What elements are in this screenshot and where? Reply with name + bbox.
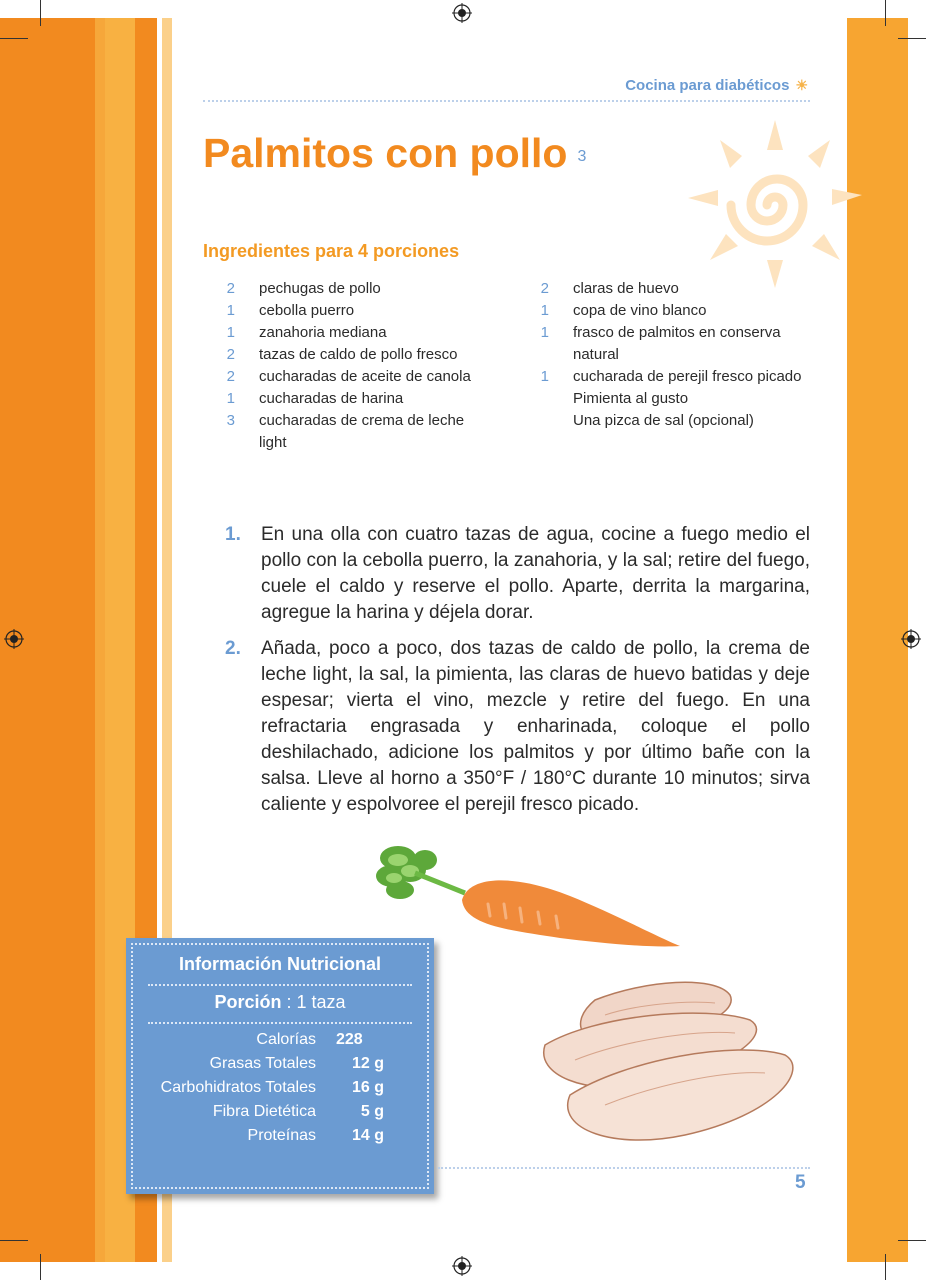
ingredient-item [203, 278, 493, 300]
ingredient-name: cucharadas de crema de leche light [259, 412, 465, 451]
ingredient-qty [517, 410, 573, 432]
nutrition-label: Grasas Totales [209, 1055, 316, 1072]
ingredient-name: Una pizca de sal (opcional) [573, 412, 754, 429]
ingredient-qty [517, 388, 573, 410]
registration-mark-icon [4, 629, 24, 649]
ingredient-qty: 1 [540, 302, 549, 319]
nutrition-value: 16 g [351, 1079, 384, 1096]
footer-divider [438, 1167, 810, 1169]
crop-mark [885, 0, 886, 26]
crop-mark [898, 38, 926, 39]
left-stripe-2 [95, 18, 105, 1262]
nutrition-value: 12 g [351, 1055, 384, 1072]
nutrition-row [126, 1100, 434, 1124]
ingredient-item [517, 300, 817, 322]
nutrition-box [126, 938, 434, 1194]
nutrition-row [126, 1076, 434, 1100]
nutrition-row [126, 1124, 434, 1148]
ingredient-item [517, 278, 817, 300]
registration-mark-icon [901, 629, 921, 649]
portion-value: : 1 taza [281, 992, 346, 1012]
ingredient-item [517, 388, 817, 410]
ingredient-name: cucharadas de aceite de canola [259, 368, 471, 385]
ingredient-item [203, 322, 493, 344]
ingredient-name: cucharadas de harina [259, 390, 404, 407]
ingredient-name: Pimienta al gusto [573, 390, 689, 407]
ingredient-qty: 3 [226, 412, 235, 429]
crop-mark [40, 1254, 41, 1280]
ingredient-qty: 2 [226, 280, 235, 297]
step-item [225, 522, 810, 626]
ingredient-item [203, 388, 493, 410]
step-text: Añada, poco a poco, dos tazas de caldo de pollo, la crema de leche light, la sal, la pimienta, las claras de huevo batidas y deje espesar; vierta el vino, mezcle y retire del fuego. En una refractaria engrasada y enharinada, coloque el pollo deshilachado, adicione los palmitos y por último bañe con la salsa. Lleve al horno a 350°F / 180°C durante 10 minutos; sirva caliente y espolvoree el perejil fresco picado. [261, 638, 810, 815]
step-number: 2. [225, 638, 241, 659]
ingredient-name: cebolla puerro [259, 302, 355, 319]
crop-mark [898, 1240, 926, 1241]
crop-mark [40, 0, 41, 26]
ingredient-item [203, 300, 493, 322]
preparation-steps [225, 522, 810, 828]
ingredient-item [517, 322, 817, 366]
ingredient-qty: 1 [226, 324, 235, 341]
sun-icon: ☀ [795, 77, 808, 93]
recipe-title [203, 130, 586, 177]
nutrition-divider [148, 984, 412, 986]
nutrition-label: Fibra Dietética [212, 1103, 316, 1120]
nutrition-row [126, 1028, 434, 1052]
ingredient-name: frasco de palmitos en conserva natural [573, 324, 781, 363]
ingredient-qty: 1 [226, 302, 235, 319]
ingredient-name: pechugas de pollo [259, 280, 381, 297]
ingredient-qty: 1 [540, 368, 549, 385]
nutrition-divider [148, 1022, 412, 1024]
nutrition-value: 228 [336, 1031, 363, 1048]
ingredient-item [203, 410, 493, 454]
running-title: Cocina para diabéticos [625, 77, 790, 94]
step-item [225, 636, 810, 818]
crop-mark [0, 1240, 28, 1241]
nutrition-label: Calorías [256, 1031, 316, 1048]
nutrition-title: Información Nutricional [178, 954, 382, 974]
ingredient-name: copa de vino blanco [573, 302, 707, 319]
ingredient-qty: 2 [540, 280, 549, 297]
step-number: 1. [225, 524, 241, 545]
nutrition-rows [126, 1028, 434, 1148]
ingredient-qty: 1 [540, 324, 549, 341]
ingredient-name: tazas de caldo de pollo fresco [259, 346, 458, 363]
ingredients-list-right [517, 278, 817, 432]
ingredients-list-left [203, 278, 493, 454]
ingredient-name: cucharada de perejil fresco picado [573, 368, 802, 385]
page-number: 5 [795, 1172, 806, 1193]
ingredients-heading: Ingredientes para 4 porciones [203, 241, 460, 261]
recipe-title-text: Palmitos con pollo [203, 130, 568, 176]
nutrition-portion [126, 992, 434, 1013]
ingredient-name: claras de huevo [573, 280, 679, 297]
sun-icon [680, 110, 870, 290]
nutrition-label: Carbohidratos Totales [160, 1079, 316, 1096]
ingredient-item [517, 410, 817, 432]
ingredient-qty: 2 [226, 368, 235, 385]
header-divider [203, 100, 810, 102]
chicken-breast-illustration [535, 975, 815, 1150]
registration-mark-icon [452, 1256, 472, 1276]
recipe-title-note: 3 [577, 148, 587, 165]
ingredient-item [203, 366, 493, 388]
ingredient-item [517, 366, 817, 388]
ingredient-item [203, 344, 493, 366]
nutrition-label: Proteínas [247, 1127, 316, 1144]
portion-label: Porción [214, 992, 282, 1012]
nutrition-row [126, 1052, 434, 1076]
nutrition-value: 14 g [351, 1127, 384, 1144]
ingredient-qty: 2 [226, 346, 235, 363]
registration-mark-icon [452, 3, 472, 23]
crop-mark [885, 1254, 886, 1280]
ingredient-name: zanahoria mediana [259, 324, 387, 341]
nutrition-value: 5 g [360, 1103, 384, 1120]
step-text: En una olla con cuatro tazas de agua, cocine a fuego medio el pollo con la cebolla puerro, la zanahoria, y la sal; retire del fuego, cuele el caldo y reserve el pollo. Aparte, derrita la margarina, agregue la harina y déjela dorar. [261, 524, 810, 623]
running-header [625, 77, 808, 94]
crop-mark [0, 38, 28, 39]
ingredient-qty: 1 [226, 390, 235, 407]
